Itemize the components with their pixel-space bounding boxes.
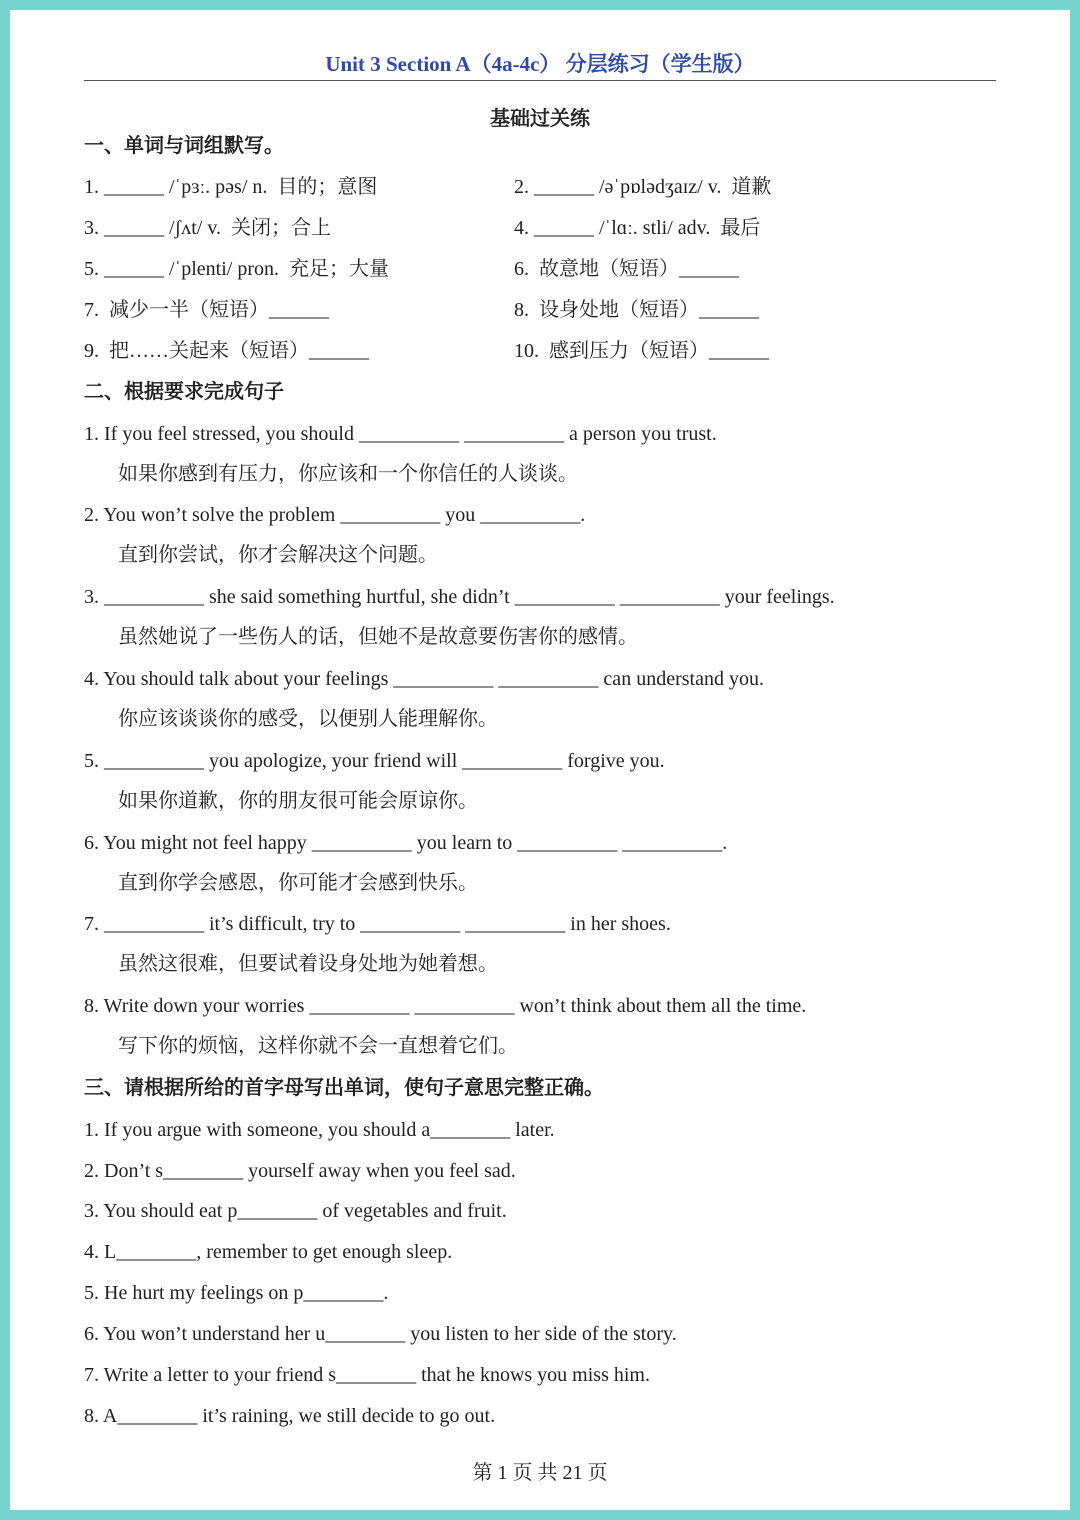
page-title: Unit 3 Section A（4a-4c） 分层练习（学生版） — [325, 52, 755, 76]
vocab-item: 7. 减少一半（短语）______ — [84, 299, 329, 321]
sentence-translation: 如果你道歉，你的朋友很可能会原谅你。 — [118, 790, 478, 812]
sentence-item: 4. You should talk about your feelings __________ __________ can understand you. — [84, 668, 764, 690]
sentence-translation: 你应该谈谈你的感受，以便别人能理解你。 — [118, 708, 498, 730]
sentence-translation: 直到你学会感恩，你可能才会感到快乐。 — [118, 872, 478, 894]
vocab-item: 10. 感到压力（短语）______ — [514, 340, 769, 362]
sentence-item: 5. __________ you apologize, your friend will __________ forgive you. — [84, 750, 665, 772]
sentence-item: 8. Write down your worries __________ __________ won’t think about them all the time. — [84, 995, 807, 1017]
header-divider — [84, 80, 996, 81]
fill-item: 3. You should eat p________ of vegetables and fruit. — [84, 1200, 507, 1222]
vocab-item: 8. 设身处地（短语）______ — [514, 299, 759, 321]
vocab-item: 6. 故意地（短语）______ — [514, 258, 739, 280]
vocab-item: 3. ______ /ʃʌt/ v. 关闭；合上 — [84, 217, 332, 239]
fill-item: 5. He hurt my feelings on p________. — [84, 1282, 389, 1304]
sentence-translation: 写下你的烦恼，这样你就不会一直想着它们。 — [118, 1035, 518, 1057]
sentence-translation: 如果你感到有压力，你应该和一个你信任的人谈谈。 — [118, 463, 578, 485]
vocab-item: 4. ______ /ˈlɑː. stli/ adv. 最后 — [514, 217, 761, 239]
sentence-item: 3. __________ she said something hurtful, she didn’t __________ __________ your feelings. — [84, 586, 835, 608]
sentence-item: 7. __________ it’s difficult, try to __________ __________ in her shoes. — [84, 913, 671, 935]
fill-item: 8. A________ it’s raining, we still decide to go out. — [84, 1405, 496, 1427]
vocab-item: 5. ______ /ˈplenti/ pron. 充足；大量 — [84, 258, 389, 280]
section3-heading: 三、请根据所给的首字母写出单词，使句子意思完整正确。 — [84, 1077, 604, 1099]
sentence-translation: 虽然这很难，但要试着设身处地为她着想。 — [118, 953, 498, 975]
vocab-item: 1. ______ /ˈpɜː. pəs/ n. 目的；意图 — [84, 176, 378, 198]
sentence-translation: 直到你尝试，你才会解决这个问题。 — [118, 544, 438, 566]
fill-item: 4. L________, remember to get enough sleep. — [84, 1241, 453, 1263]
section1-heading: 一、单词与词组默写。 — [84, 135, 284, 157]
section2-heading: 二、根据要求完成句子 — [84, 381, 284, 403]
fill-item: 7. Write a letter to your friend s________ that he knows you miss him. — [84, 1364, 650, 1386]
sentence-item: 6. You might not feel happy __________ you learn to __________ __________. — [84, 832, 728, 854]
sentence-translation: 虽然她说了一些伤人的话，但她不是故意要伤害你的感情。 — [118, 626, 638, 648]
sentence-item: 1. If you feel stressed, you should __________ __________ a person you trust. — [84, 423, 717, 445]
fill-item: 1. If you argue with someone, you should a________ later. — [84, 1119, 555, 1141]
vocab-item: 2. ______ /əˈpɒlədʒaɪz/ v. 道歉 — [514, 176, 772, 198]
page-number: 第 1 页 共 21 页 — [472, 1462, 608, 1484]
section-subtitle: 基础过关练 — [490, 108, 590, 130]
fill-item: 2. Don’t s________ yourself away when you feel sad. — [84, 1160, 516, 1182]
fill-item: 6. You won’t understand her u________ you listen to her side of the story. — [84, 1323, 677, 1345]
worksheet-page — [10, 10, 1070, 1510]
vocab-item: 9. 把……关起来（短语）______ — [84, 340, 369, 362]
sentence-item: 2. You won’t solve the problem __________ you __________. — [84, 504, 586, 526]
